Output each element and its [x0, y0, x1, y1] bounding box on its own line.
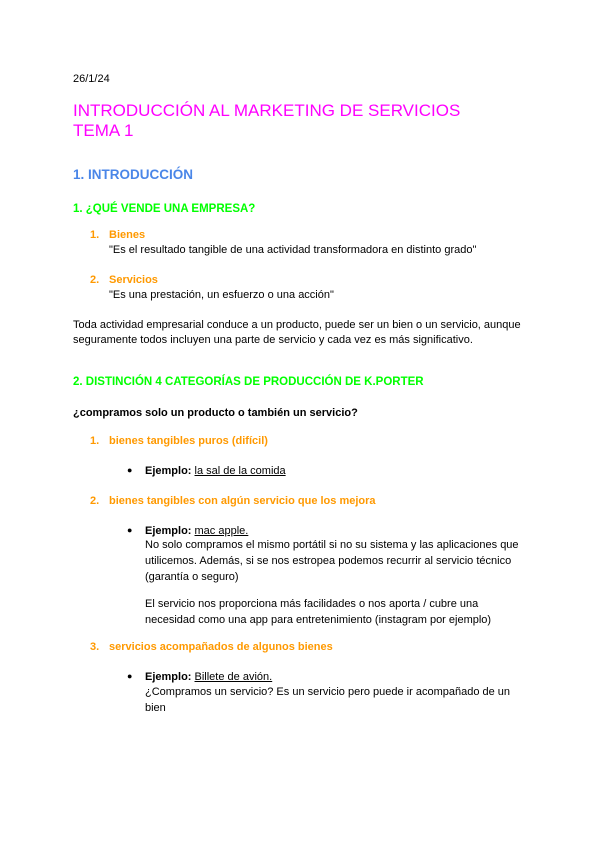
example-row-1 [127, 462, 286, 479]
document-title-line2: TEMA 1 [73, 121, 134, 140]
bullet-icon: ● [127, 671, 133, 681]
example-label: Ejemplo: [145, 671, 192, 683]
list-number: 1. [90, 435, 100, 447]
subheading-que-vende: 1. ¿QUÉ VENDE UNA EMPRESA? [73, 203, 256, 215]
question-text: ¿compramos solo un producto o también un servicio? [73, 407, 358, 419]
list-label: Servicios [109, 274, 158, 286]
example-text-line: necesidad como una app para entretenimiento (instagram por ejemplo) [145, 614, 492, 626]
list-number: 1. [90, 229, 100, 241]
list-item-bienes [90, 229, 145, 241]
category-item-2 [90, 495, 376, 507]
example-text-line: (garantía o seguro) [145, 571, 239, 583]
example-text-line: utilicemos. Además, si se nos estropea podemos recurrir al servicio técnico [145, 555, 512, 567]
example-text-line: El servicio nos proporciona más facilidades o nos aporta / cubre una [145, 598, 479, 610]
paragraph-line: Toda actividad empresarial conduce a un producto, puede ser un bien o un servicio, aunque [73, 319, 521, 331]
paragraph-line: seguramente todos incluyen una parte de servicio y cada vez es más significativo. [73, 334, 473, 346]
document-date: 26/1/24 [73, 73, 110, 85]
example-value: la sal de la comida [194, 465, 286, 477]
bullet-icon: ● [127, 465, 133, 475]
category-item-1 [90, 435, 268, 447]
list-label: servicios acompañados de algunos bienes [109, 641, 333, 653]
bullet-icon: ● [127, 525, 133, 535]
example-text-line: ¿Compramos un servicio? Es un servicio pero puede ir acompañado de un [145, 686, 511, 698]
example-text-line: bien [145, 702, 166, 714]
example-value: Billete de avión. [194, 671, 273, 683]
example-label: Ejemplo: [145, 465, 192, 477]
example-text-line: No solo compramos el mismo portátil si no su sistema y las aplicaciones que [145, 539, 519, 551]
list-item-bienes-definition: "Es el resultado tangible de una actividad transformadora en distinto grado" [109, 244, 477, 256]
list-item-servicios [90, 274, 158, 286]
category-item-3 [90, 641, 333, 653]
list-number: 3. [90, 641, 100, 653]
list-label: bienes tangibles puros (difícil) [109, 435, 268, 447]
document-title-line1: INTRODUCCIÓN AL MARKETING DE SERVICIOS [73, 101, 461, 120]
list-item-servicios-definition: "Es una prestación, un esfuerzo o una acción" [109, 289, 334, 301]
subheading-distincion: 2. DISTINCIÓN 4 CATEGORÍAS DE PRODUCCIÓN DE K.PORTER [73, 376, 424, 388]
list-number: 2. [90, 274, 100, 286]
example-row-3 [127, 668, 272, 685]
list-label: bienes tangibles con algún servicio que los mejora [109, 495, 376, 507]
example-value: mac apple. [194, 525, 249, 537]
example-label: Ejemplo: [145, 525, 192, 537]
heading-introduccion: 1. INTRODUCCIÓN [73, 167, 194, 182]
list-number: 2. [90, 495, 100, 507]
list-label: Bienes [109, 229, 146, 241]
